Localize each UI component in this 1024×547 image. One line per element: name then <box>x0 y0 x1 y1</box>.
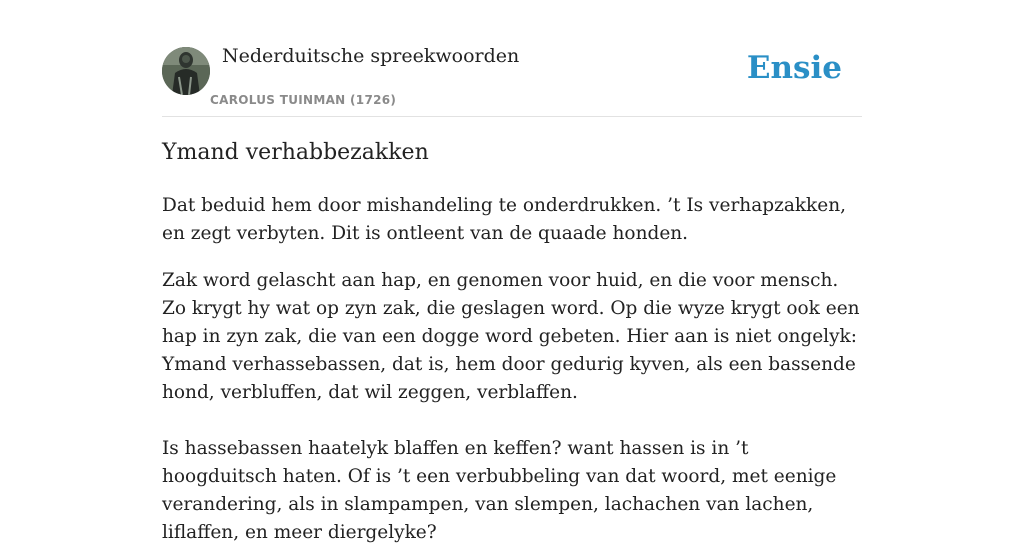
book-title[interactable]: Nederduitsche spreekwoorden <box>222 45 520 67</box>
avatar[interactable] <box>162 47 210 95</box>
entry-paragraph: Zak word gelascht aan hap, en genomen voor huid, en die voor mensch. Zo krygt hy wat op zyn zak, die geslagen word. Op die wyze krygt ook een hap in zyn zak, die van een dogge word gebeten. Hier aan is niet ongelyk: Ymand verhassebassen, dat is, hem door gedurig kyven, als een bassende hond, verbluffen, dat wil zeggen, verblaffen. Is hassebassen haatelyk blaffen en keffen? want hassen is in ’t hoogduitsch haten. Of is ’t een verbubbeling van dat woord, met eenige verandering, als in slampampen, van slempen, lachachen van lachen, liflaffen, en meer diergelyke? <box>162 270 860 543</box>
ensie-logo[interactable]: Ensie <box>746 50 842 86</box>
entry-paragraph: Dat beduid hem door mishandeling te onderdrukken. ’t Is verhapzakken, en zegt verbyten. Dit is ontleent van de quaade honden. <box>162 195 847 244</box>
header <box>162 0 862 117</box>
entry-title: Ymand verhabbezakken <box>162 140 429 165</box>
statue-icon <box>162 47 210 95</box>
author-label[interactable]: CAROLUS TUINMAN (1726) <box>210 93 397 107</box>
page <box>162 0 862 543</box>
